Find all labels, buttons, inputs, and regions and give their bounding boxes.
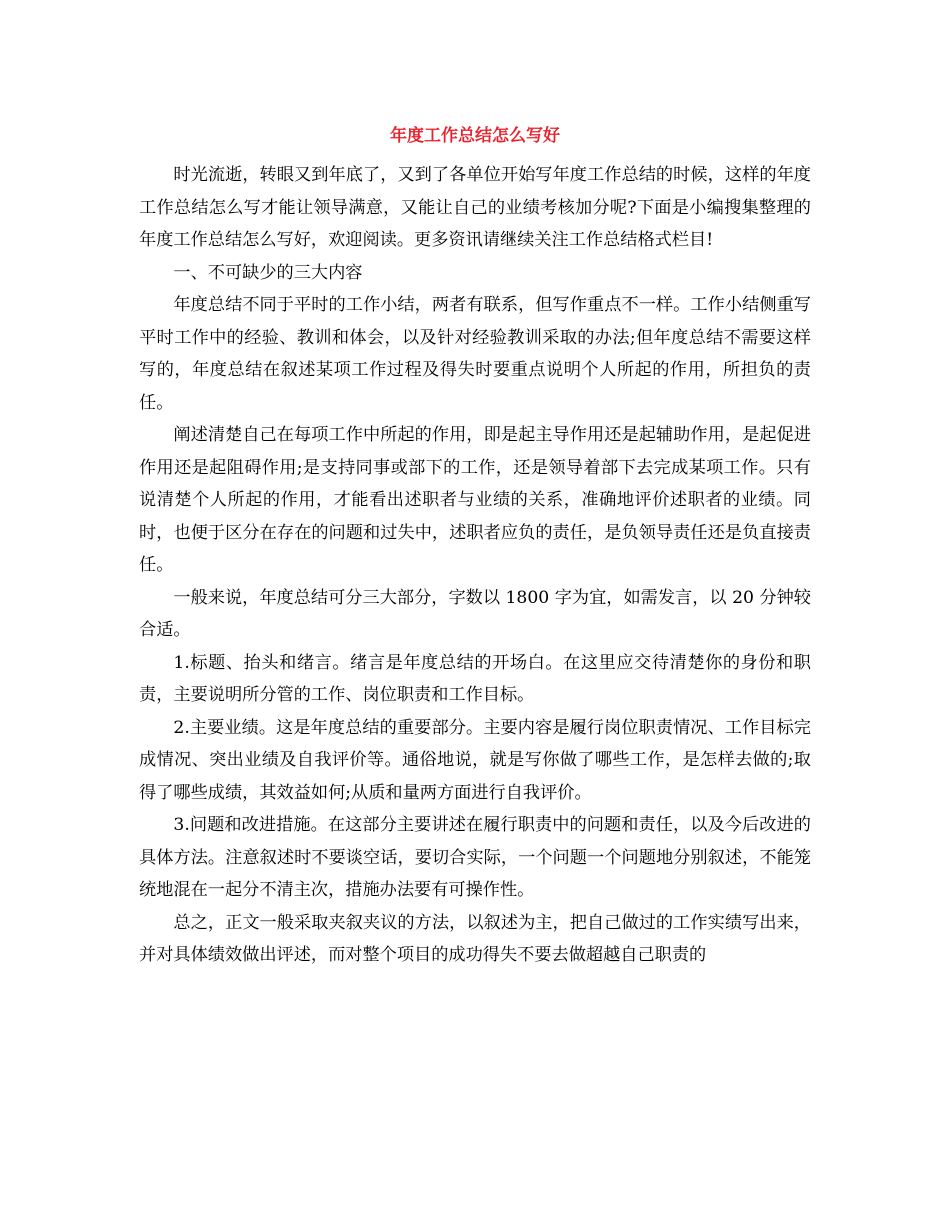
paragraph-conclusion: 总之，正文一般采取夹叙夹议的方法，以叙述为主，把自己做过的工作实绩写出来，并对具体绩效做出评述，而对整个项目的成功得失不要去做超越自己职责的 — [139, 912, 811, 965]
list-item-1: 1.标题、抬头和绪言。绪言是年度总结的开场白。在这里应交待清楚你的身份和职责，主要说明所分管的工作、岗位职责和工作目标。 — [139, 652, 811, 705]
list-item-2: 2.主要业绩。这是年度总结的重要部分。主要内容是履行岗位职责情况、工作目标完成情况、突出业绩及自我评价等。通俗地说，就是写你做了哪些工作，是怎样去做的;取得了哪些成绩，其效益如何;从质和量两方面进行自我评价。 — [139, 717, 811, 803]
paragraph: 年度总结不同于平时的工作小结，两者有联系，但写作重点不一样。工作小结侧重写平时工作中的经验、教训和体会，以及针对经验教训采取的办法;但年度总结不需要这样写的，年度总结在叙述某项工作过程及得失时要重点说明个人所起的作用，所担负的责任。 — [139, 295, 811, 413]
document-title: 年度工作总结怎么写好 — [390, 126, 560, 146]
list-item-3: 3.问题和改进措施。在这部分主要讲述在履行职责中的问题和责任，以及今后改进的具体方法。注意叙述时不要谈空话，要切合实际，一个问题一个问题地分别叙述，不能笼统地混在一起分不清主次，措施办法要有可操作性。 — [139, 815, 811, 900]
document-body — [139, 159, 811, 972]
paragraph: 一般来说，年度总结可分三大部分，字数以 1800 字为宜，如需发言，以 20 分钟较合适。 — [139, 587, 811, 640]
paragraph: 阐述清楚自己在每项工作中所起的作用，即是起主导作用还是起辅助作用，是起促进作用还是起阻碍作用;是支持同事或部下的工作，还是领导着部下去完成某项工作。只有说清楚个人所起的作用，才能看出述职者与业绩的关系，准确地评价述职者的业绩。同时，也便于区分在存在的问题和过失中，述职者应负的责任，是负领导责任还是负直接责任。 — [139, 425, 811, 575]
paragraph-intro: 时光流逝，转眼又到年底了，又到了各单位开始写年度工作总结的时候，这样的年度工作总结怎么写才能让领导满意，又能让自己的业绩考核加分呢?下面是小编搜集整理的年度工作总结怎么写好，欢迎阅读。更多资讯请继续关注工作总结格式栏目! — [139, 165, 811, 250]
section-heading: 一、不可缺少的三大内容 — [173, 262, 363, 283]
